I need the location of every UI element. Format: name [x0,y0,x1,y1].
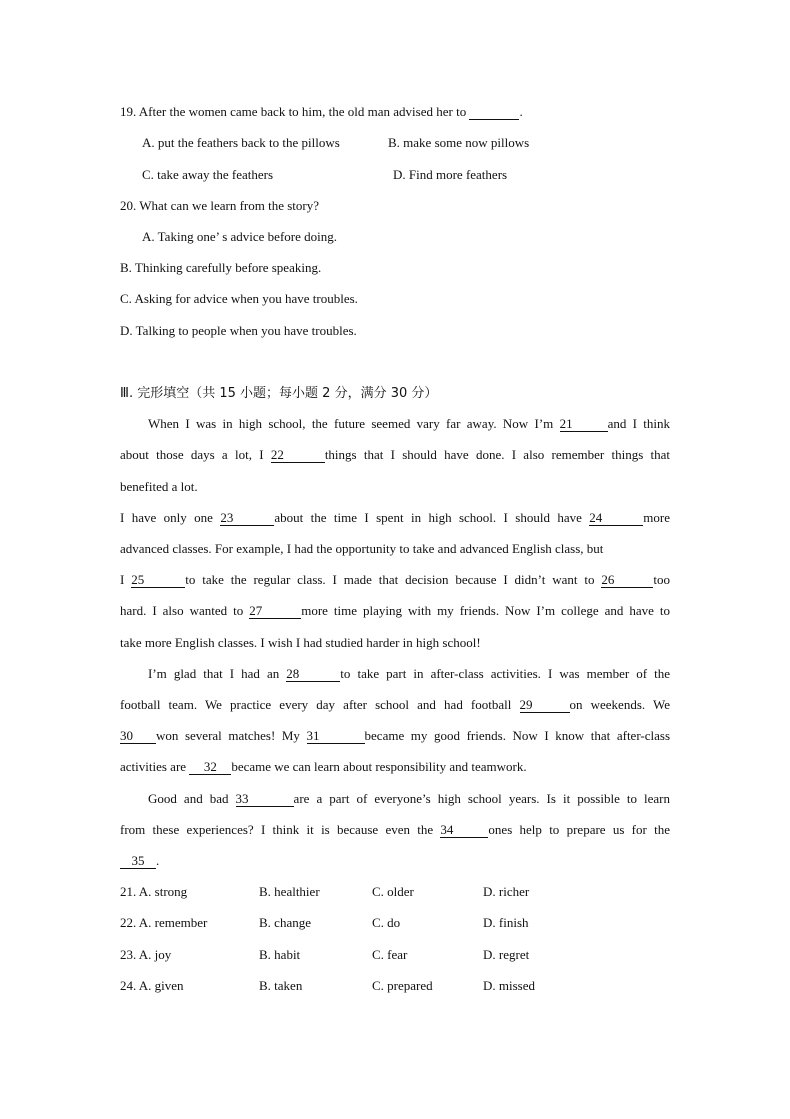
passage-line: When I was in high school, the future seemed vary far away. Now I’m 21 and I think [148,416,671,431]
question-19-option-a: A. put the feathers back to the pillows [142,135,340,150]
blank-35: 35 [120,853,156,869]
question-20-option-b: B. Thinking carefully before speaking. [120,260,322,275]
option-b: B. habit [259,947,301,962]
blank-23: 23 [220,510,274,526]
passage-line: about those days a lot, I 22 things that I should have done. I also remember things that [120,447,671,462]
question-19-option-b: B. make some now pillows [388,135,530,150]
blank-22: 22 [271,447,325,463]
option-c: C. older [372,884,414,899]
blank-21: 21 [560,416,608,432]
passage-line: I have only one 23 about the time I spent in high school. I should have 24 more [120,510,671,525]
passage-line: football team. We practice every day after school and had football 29 on weekends. We [120,697,671,712]
option-b: B. taken [259,978,303,993]
blank-25: 25 [131,572,185,588]
passage-line: take more English classes. I wish I had studied harder in high school! [120,635,481,650]
blank-24: 24 [589,510,643,526]
question-20-option-c: C. Asking for advice when you have troubles. [120,291,358,306]
blank-28: 28 [286,666,340,682]
option-c: C. do [372,915,401,930]
passage-line: from these experiences? I think it is because even the 34 ones help to prepare us for the [120,822,670,837]
option-a: 21. A. strong [120,884,188,899]
passage-line: hard. I also wanted to 27 more time playing with my friends. Now I’m college and have to [120,603,671,618]
question-20-option-d: D. Talking to people when you have troubles. [120,323,357,338]
blank-34: 34 [440,822,488,838]
option-a: 22. A. remember [120,915,208,930]
blank-26: 26 [601,572,653,588]
question-20-option-a: A. Taking one’ s advice before doing. [142,229,337,244]
blank-29: 29 [520,697,570,713]
passage-line: I 25 to take the regular class. I made that decision because I didn’t want to 26 too [120,572,670,587]
passage-line: Good and bad 33 are a part of everyone’s high school years. Is it possible to learn [148,791,670,806]
question-19-option-d: D. Find more feathers [393,167,508,182]
blank-31: 31 [307,728,365,744]
section-heading: Ⅲ. 完形填空（共 15 小题；每小题 2 分，满分 30 分） [120,386,438,401]
passage-line: I’m glad that I had an 28 to take part in after-class activities. I was member of the [148,666,671,681]
passage-line: activities are 32 became we can learn about responsibility and teamwork. [120,759,527,774]
option-d: D. richer [483,884,530,899]
question-19: 19. After the women came back to him, the old man advised her to . [120,104,523,119]
answer-blank [469,104,519,120]
passage-line: advanced classes. For example, I had the opportunity to take and advanced English class, but [120,541,604,556]
option-a: 24. A. given [120,978,184,993]
blank-30: 30 [120,728,156,744]
passage-line: 30 won several matches! My 31 became my good friends. Now I know that after-class [120,728,670,743]
blank-32: 32 [189,759,231,775]
question-19-stem: 19. After the women came back to him, the old man advised her to [120,104,467,119]
option-d: D. finish [483,915,529,930]
question-20-stem: 20. What can we learn from the story? [120,198,320,213]
blank-33: 33 [236,791,294,807]
option-a: 23. A. joy [120,947,172,962]
option-d: D. missed [483,978,535,993]
option-c: C. fear [372,947,408,962]
passage-line: benefited a lot. [120,479,198,494]
question-19-option-c: C. take away the feathers [142,167,274,182]
option-d: D. regret [483,947,530,962]
option-c: C. prepared [372,978,433,993]
option-b: B. change [259,915,311,930]
passage-line: 35 . [120,852,159,870]
blank-27: 27 [249,603,301,619]
option-b: B. healthier [259,884,320,899]
